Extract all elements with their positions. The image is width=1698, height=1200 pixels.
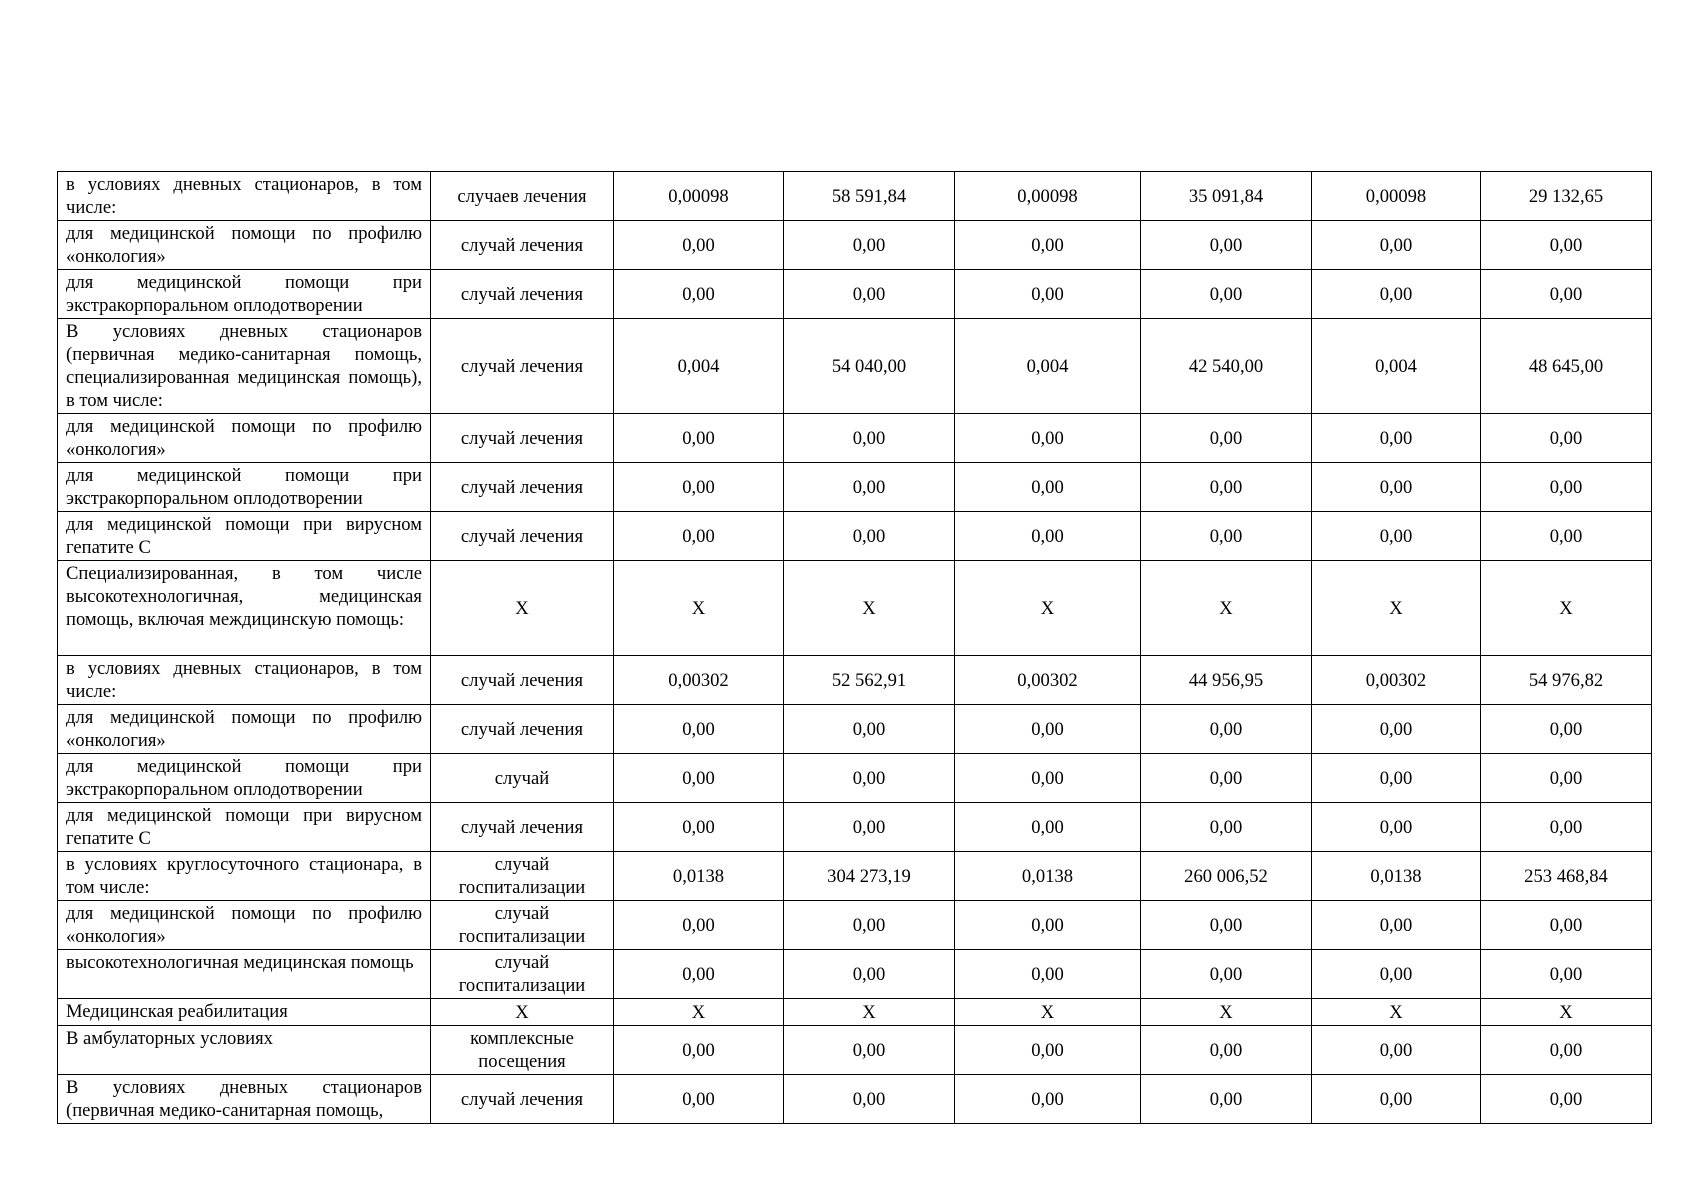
row-label-cell: В условиях дневных стационаров (первичная медико-санитарная помощь,	[58, 1075, 431, 1124]
value-cell: 0,00098	[1312, 172, 1481, 221]
table-row	[58, 656, 1652, 705]
value-cell: 29 132,65	[1481, 172, 1652, 221]
row-label-cell: в условиях дневных стационаров, в том числе:	[58, 656, 431, 705]
table-row	[58, 803, 1652, 852]
value-cell: 0,00	[614, 754, 784, 803]
value-cell: 0,00	[955, 414, 1141, 463]
value-cell: 0,00	[614, 414, 784, 463]
value-cell: X	[1481, 561, 1652, 656]
value-cell: 0,0138	[955, 852, 1141, 901]
value-cell: 0,00	[1312, 1026, 1481, 1075]
value-cell: 0,00	[1481, 754, 1652, 803]
row-label-cell: для медицинской помощи при экстракорпоральном оплодотворении	[58, 270, 431, 319]
value-cell: 0,00	[955, 1075, 1141, 1124]
value-cell: 0,00	[784, 1026, 955, 1075]
value-cell: 0,00	[955, 754, 1141, 803]
row-label-cell: высокотехнологичная медицинская помощь	[58, 950, 431, 999]
value-cell: 0,00	[1312, 414, 1481, 463]
value-cell: 0,00	[1141, 950, 1312, 999]
value-cell: 0,00	[1481, 512, 1652, 561]
row-unit-cell: случай	[431, 754, 614, 803]
table-row	[58, 561, 1652, 656]
value-cell: 0,00098	[955, 172, 1141, 221]
table-row	[58, 1026, 1652, 1075]
value-cell: 0,00	[955, 950, 1141, 999]
value-cell: X	[1481, 999, 1652, 1026]
table-row	[58, 270, 1652, 319]
value-cell: 0,00	[955, 221, 1141, 270]
row-label-cell: для медицинской помощи по профилю «онкология»	[58, 705, 431, 754]
row-label-cell: в условиях круглосуточного стационара, в том числе:	[58, 852, 431, 901]
value-cell: 0,00	[955, 705, 1141, 754]
value-cell: 42 540,00	[1141, 319, 1312, 414]
value-cell: 0,00	[1141, 270, 1312, 319]
table-row	[58, 950, 1652, 999]
row-label-cell: Специализированная, в том числе высокотехнологичная, медицинская помощь, включая междицинскую помощь:	[58, 561, 431, 656]
value-cell: X	[1141, 561, 1312, 656]
value-cell: 44 956,95	[1141, 656, 1312, 705]
value-cell: 0,00302	[955, 656, 1141, 705]
value-cell: 0,004	[614, 319, 784, 414]
value-cell: 0,00	[1481, 221, 1652, 270]
value-cell: 0,00	[784, 463, 955, 512]
value-cell: 0,00	[614, 1026, 784, 1075]
value-cell: 0,00	[1312, 463, 1481, 512]
row-label-cell: для медицинской помощи по профилю «онкология»	[58, 221, 431, 270]
value-cell: 0,00	[1312, 270, 1481, 319]
value-cell: 58 591,84	[784, 172, 955, 221]
value-cell: 0,00	[784, 414, 955, 463]
table-row	[58, 221, 1652, 270]
row-unit-cell: случай лечения	[431, 705, 614, 754]
value-cell: 0,00	[1481, 705, 1652, 754]
value-cell: 0,00	[784, 901, 955, 950]
table-row	[58, 852, 1652, 901]
value-cell: X	[614, 999, 784, 1026]
value-cell: 0,00	[1312, 512, 1481, 561]
value-cell: 253 468,84	[1481, 852, 1652, 901]
value-cell: 0,00	[1312, 1075, 1481, 1124]
table-row	[58, 463, 1652, 512]
value-cell: 0,00	[1141, 705, 1312, 754]
value-cell: 0,00	[784, 270, 955, 319]
value-cell: 0,00	[614, 901, 784, 950]
value-cell: 54 976,82	[1481, 656, 1652, 705]
table-row	[58, 172, 1652, 221]
value-cell: 0,00	[614, 463, 784, 512]
value-cell: 0,00	[1141, 901, 1312, 950]
table-row	[58, 414, 1652, 463]
value-cell: 0,00	[614, 221, 784, 270]
row-label-cell: для медицинской помощи по профилю «онкология»	[58, 901, 431, 950]
value-cell: 0,00	[614, 803, 784, 852]
value-cell: 0,00	[614, 705, 784, 754]
value-cell: 0,00	[1481, 270, 1652, 319]
row-label-cell: для медицинской помощи по профилю «онкология»	[58, 414, 431, 463]
value-cell: 0,00302	[1312, 656, 1481, 705]
table-row	[58, 512, 1652, 561]
table-body	[58, 172, 1652, 1124]
row-label-cell: В условиях дневных стационаров (первичная медико-санитарная помощь, специализированная медицинская помощь), в том числе:	[58, 319, 431, 414]
value-cell: X	[955, 999, 1141, 1026]
value-cell: 0,00	[1481, 1026, 1652, 1075]
value-cell: 54 040,00	[784, 319, 955, 414]
value-cell: 0,00	[614, 512, 784, 561]
value-cell: 0,00	[1481, 803, 1652, 852]
value-cell: 0,00	[784, 705, 955, 754]
value-cell: 0,00	[784, 950, 955, 999]
row-unit-cell: случай госпитализации	[431, 901, 614, 950]
value-cell: 0,00	[614, 1075, 784, 1124]
value-cell: 0,00	[614, 950, 784, 999]
value-cell: X	[614, 561, 784, 656]
value-cell: 52 562,91	[784, 656, 955, 705]
table-row	[58, 705, 1652, 754]
value-cell: X	[1141, 999, 1312, 1026]
row-unit-cell: X	[431, 561, 614, 656]
value-cell: 0,00	[955, 512, 1141, 561]
row-unit-cell: случай госпитализации	[431, 852, 614, 901]
row-label-cell: для медицинской помощи при экстракорпоральном оплодотворении	[58, 463, 431, 512]
value-cell: 0,00	[1141, 221, 1312, 270]
value-cell: X	[784, 561, 955, 656]
value-cell: 0,00	[614, 270, 784, 319]
value-cell: 0,00	[1312, 901, 1481, 950]
row-label-cell: для медицинской помощи при вирусном гепатите С	[58, 803, 431, 852]
value-cell: 0,0138	[1312, 852, 1481, 901]
row-unit-cell: случай лечения	[431, 463, 614, 512]
value-cell: 304 273,19	[784, 852, 955, 901]
row-unit-cell: случай госпитализации	[431, 950, 614, 999]
value-cell: X	[784, 999, 955, 1026]
value-cell: 0,00	[1312, 950, 1481, 999]
value-cell: 0,00	[955, 803, 1141, 852]
table-row	[58, 319, 1652, 414]
value-cell: 0,00	[1141, 1075, 1312, 1124]
value-cell: 0,00	[784, 512, 955, 561]
table-row	[58, 1075, 1652, 1124]
value-cell: 0,00	[1141, 463, 1312, 512]
value-cell: 0,00	[1141, 512, 1312, 561]
row-unit-cell: X	[431, 999, 614, 1026]
row-unit-cell: случай лечения	[431, 270, 614, 319]
table-row	[58, 901, 1652, 950]
value-cell: 0,00	[1312, 754, 1481, 803]
table-row	[58, 999, 1652, 1026]
row-label-cell: в условиях дневных стационаров, в том числе:	[58, 172, 431, 221]
value-cell: 0,00	[784, 1075, 955, 1124]
value-cell: 0,00	[955, 1026, 1141, 1075]
data-table	[57, 171, 1652, 1124]
value-cell: 0,00	[1481, 414, 1652, 463]
value-cell: X	[955, 561, 1141, 656]
value-cell: 0,00	[784, 803, 955, 852]
value-cell: 0,00	[1481, 950, 1652, 999]
value-cell: 0,00	[784, 754, 955, 803]
value-cell: 0,00	[1481, 463, 1652, 512]
value-cell: 0,00	[1141, 1026, 1312, 1075]
row-unit-cell: случай лечения	[431, 221, 614, 270]
row-unit-cell: случай лечения	[431, 319, 614, 414]
value-cell: 0,00098	[614, 172, 784, 221]
value-cell: 48 645,00	[1481, 319, 1652, 414]
row-unit-cell: случай лечения	[431, 1075, 614, 1124]
row-label-cell: для медицинской помощи при экстракорпоральном оплодотворении	[58, 754, 431, 803]
value-cell: 0,004	[1312, 319, 1481, 414]
row-unit-cell: случай лечения	[431, 656, 614, 705]
value-cell: 0,00	[1141, 803, 1312, 852]
value-cell: X	[1312, 561, 1481, 656]
value-cell: 0,0138	[614, 852, 784, 901]
value-cell: 0,00	[1312, 803, 1481, 852]
row-unit-cell: случай лечения	[431, 414, 614, 463]
row-unit-cell: случай лечения	[431, 803, 614, 852]
row-label-cell: В амбулаторных условиях	[58, 1026, 431, 1075]
value-cell: 0,00	[1141, 754, 1312, 803]
value-cell: 35 091,84	[1141, 172, 1312, 221]
table-row	[58, 754, 1652, 803]
row-unit-cell: случаев лечения	[431, 172, 614, 221]
value-cell: 0,00302	[614, 656, 784, 705]
value-cell: 0,00	[955, 463, 1141, 512]
value-cell: 0,00	[1141, 414, 1312, 463]
row-unit-cell: случай лечения	[431, 512, 614, 561]
value-cell: 0,00	[1312, 705, 1481, 754]
value-cell: 0,00	[955, 270, 1141, 319]
value-cell: 0,00	[784, 221, 955, 270]
value-cell: 0,00	[1481, 901, 1652, 950]
value-cell: 0,00	[1312, 221, 1481, 270]
value-cell: 0,00	[955, 901, 1141, 950]
row-label-cell: Медицинская реабилитация	[58, 999, 431, 1026]
value-cell: 0,00	[1481, 1075, 1652, 1124]
value-cell: 260 006,52	[1141, 852, 1312, 901]
value-cell: 0,004	[955, 319, 1141, 414]
value-cell: X	[1312, 999, 1481, 1026]
row-label-cell: для медицинской помощи при вирусном гепатите С	[58, 512, 431, 561]
row-unit-cell: комплексные посещения	[431, 1026, 614, 1075]
